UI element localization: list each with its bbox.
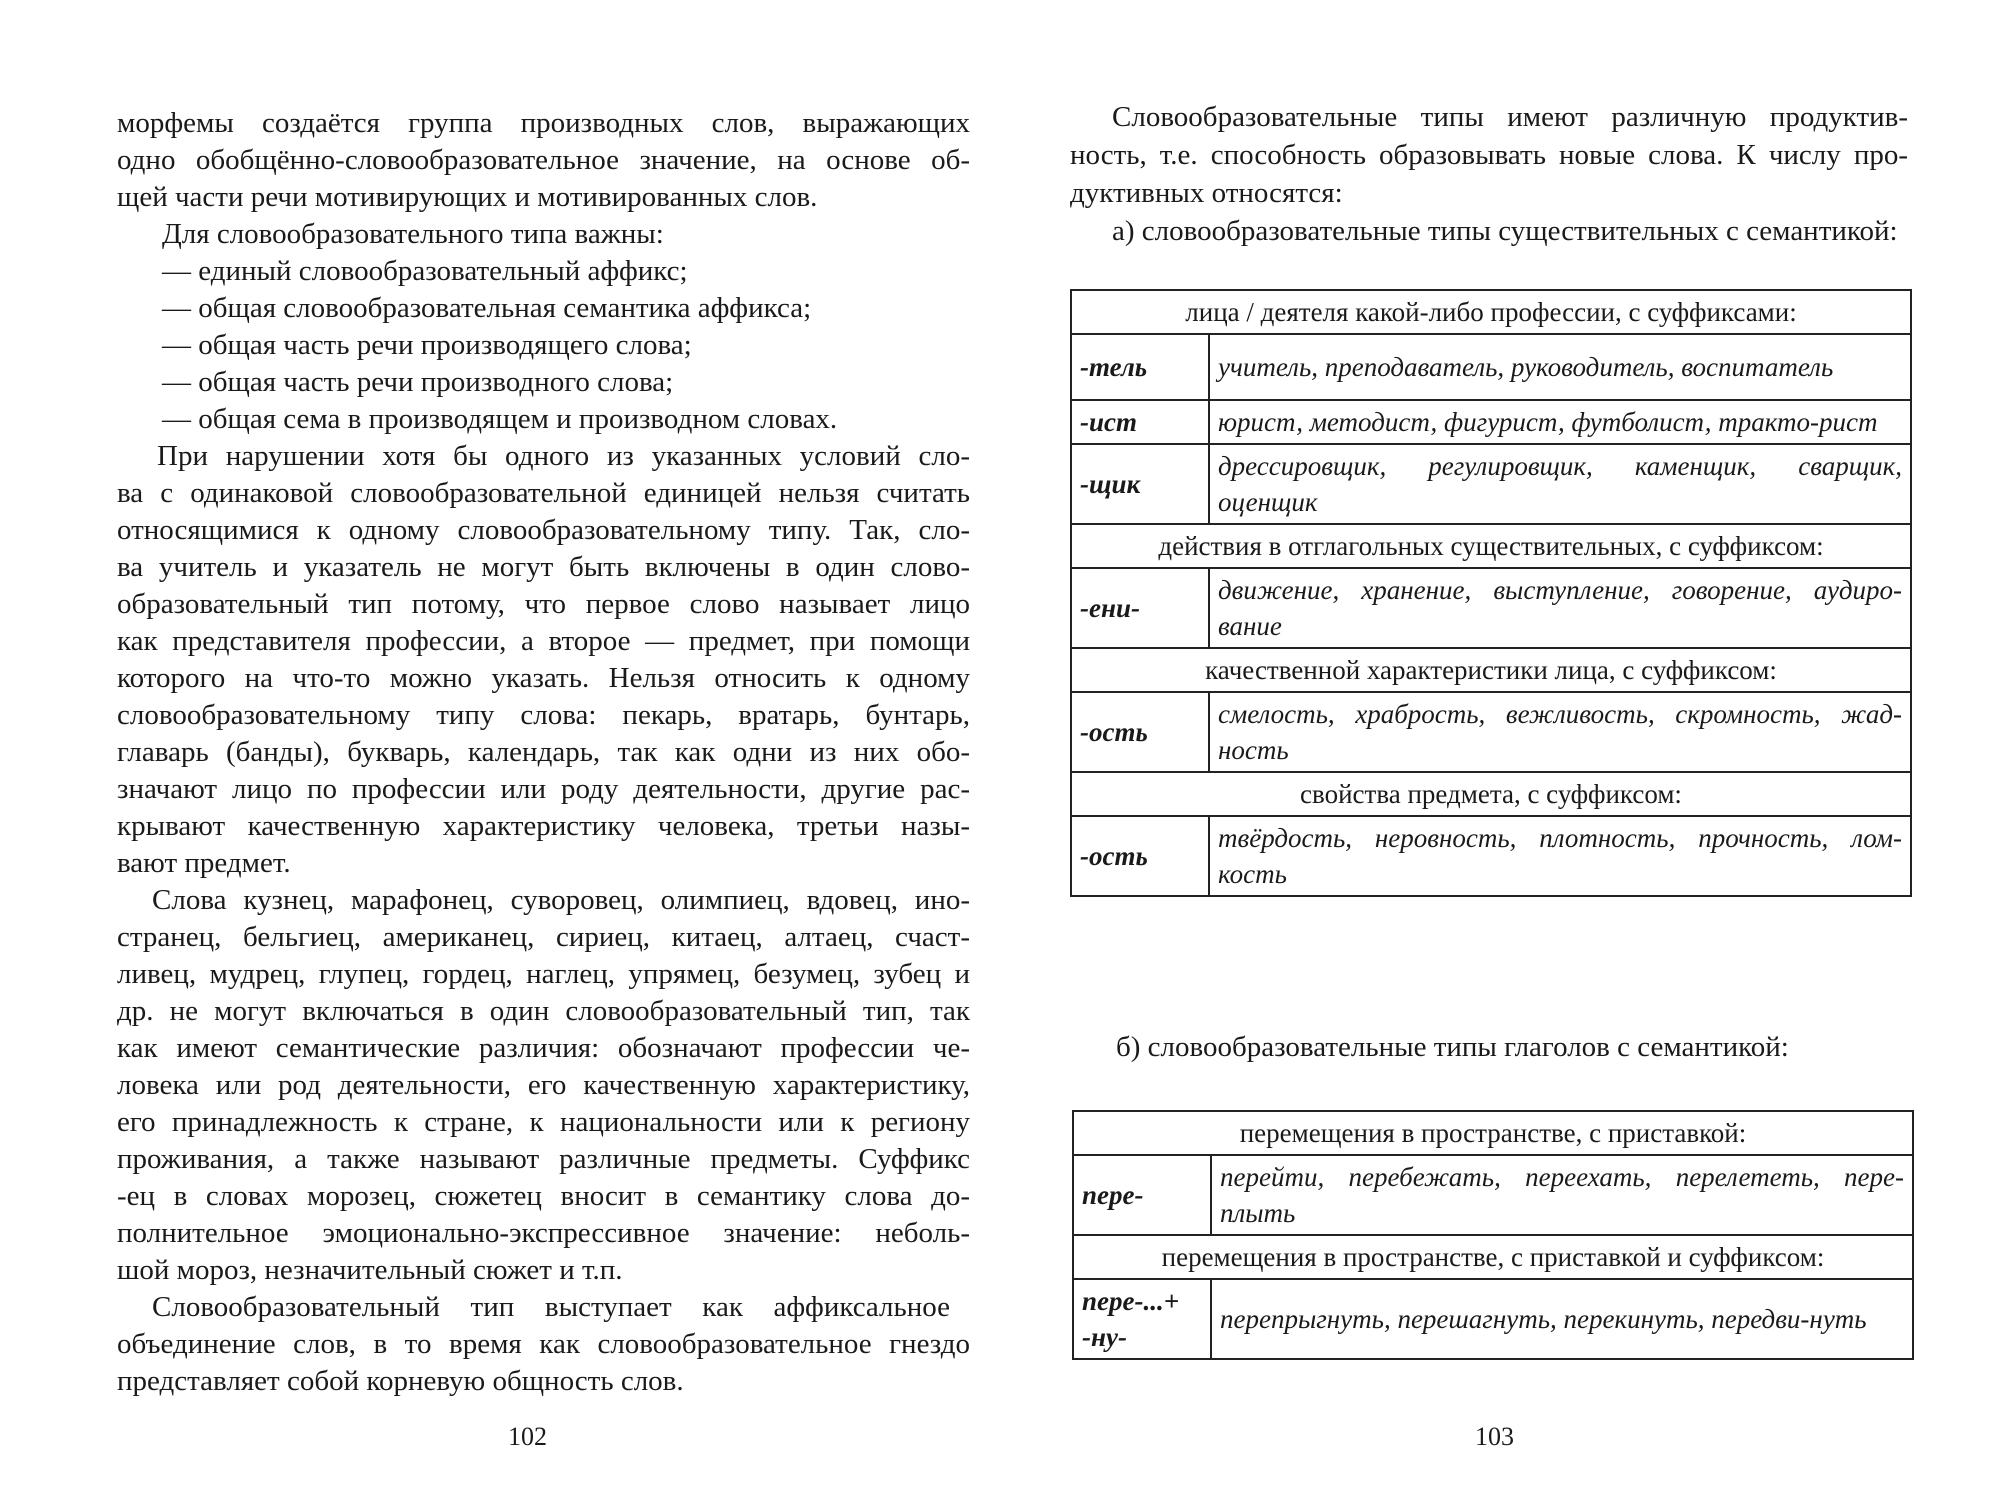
examples-cell: перейти, перебежать, переехать, перелететь, пере-плыть	[1211, 1155, 1913, 1235]
text-line: ловека или род деятельности, его качественную характеристику,	[117, 1069, 970, 1101]
text-line: как представителя профессии, а второе — предмет, при помощи	[117, 625, 970, 657]
text-line: Словообразовательные типы имеют различную продуктив-	[1112, 101, 1908, 133]
examples-cell: учитель, преподаватель, руководитель, воспитатель	[1209, 334, 1911, 400]
text-line: дуктивных относятся:	[1070, 177, 1343, 209]
text-line: морфемы создаётся группа производных слов, выражающих	[117, 107, 970, 139]
table-heading: качественной характеристики лица, с суффиксом:	[1071, 648, 1911, 692]
examples-cell: юрист, методист, фигурист, футболист, тракто-рист	[1209, 400, 1911, 444]
text-line: полнительное эмоционально-экспрессивное значение: неболь-	[117, 1217, 970, 1249]
text-line: значают лицо по профессии или роду деятельности, другие рас-	[117, 773, 970, 805]
text-line: образовательный тип потому, что первое слово называет лицо	[117, 588, 970, 620]
text-line: — общая часть речи производящего слова;	[162, 329, 692, 361]
affix-cell: пере-	[1073, 1155, 1211, 1235]
examples-cell: смелость, храбрость, вежливость, скромность, жад-ность	[1209, 692, 1911, 772]
text-line: Слова кузнец, марафонец, суворовец, олимпиец, вдовец, ино-	[152, 884, 970, 916]
text-line: шой мороз, незначительный сюжет и т.п.	[117, 1254, 623, 1286]
text-line: ва учитель и указатель не могут быть включены в один слово-	[117, 551, 970, 583]
affix-cell: -ист	[1071, 400, 1209, 444]
text-line: ность, т.е. способность образовывать новые слова. К числу про-	[1070, 139, 1908, 171]
right-page	[1000, 0, 2000, 1494]
examples-cell: дрессировщик, регулировщик, каменщик, сварщик, оценщик	[1209, 444, 1911, 524]
text-line: При нарушении хотя бы одного из указанных условий сло-	[157, 440, 970, 472]
text-line: б) словообразовательные типы глаголов с семантикой:	[1116, 1031, 1789, 1063]
text-line: представляет собой корневую общность слов.	[117, 1365, 684, 1397]
text-line: как имеют семантические различия: обозначают профессии че-	[117, 1032, 970, 1064]
text-line: одно обобщённо-словообразовательное значение, на основе об-	[117, 144, 970, 176]
text-line: странец, бельгиец, американец, сириец, китаец, алтаец, счаст-	[117, 921, 970, 953]
text-line: Словообразовательный тип выступает как аффиксальное	[152, 1291, 950, 1323]
text-line: — общая словообразовательная семантика аффикса;	[162, 292, 812, 324]
affix-cell: -щик	[1071, 444, 1209, 524]
examples-cell: перепрыгнуть, перешагнуть, перекинуть, передви-нуть	[1211, 1279, 1913, 1359]
text-line: — единый словообразовательный аффикс;	[162, 255, 688, 287]
text-line: словообразовательному типу слова: пекарь, вратарь, бунтарь,	[117, 699, 970, 731]
table-heading: лица / деятеля какой-либо профессии, с суффиксами:	[1071, 290, 1911, 334]
affix-cell: -тель	[1071, 334, 1209, 400]
page-number: 102	[508, 1422, 547, 1451]
table-heading: действия в отглагольных существительных, с суффиксом:	[1071, 524, 1911, 568]
text-line: его принадлежность к стране, к национальности или к региону	[117, 1106, 970, 1138]
text-line: — общая часть речи производного слова;	[162, 366, 674, 398]
text-line: ливец, мудрец, глупец, гордец, наглец, упрямец, безумец, зубец и	[117, 958, 970, 990]
text-line: крывают качественную характеристику человека, третьи назы-	[117, 810, 970, 842]
page-number: 103	[1475, 1422, 1514, 1451]
verb-types-table	[1072, 1110, 1914, 1360]
affix-cell: -ость	[1071, 692, 1209, 772]
table-heading: перемещения в пространстве, с приставкой:	[1073, 1111, 1913, 1155]
noun-types-table	[1070, 289, 1912, 897]
text-line: относящимися к одному словообразовательному типу. Так, сло-	[117, 514, 970, 546]
affix-cell: пере-...+ -ну-	[1073, 1279, 1211, 1359]
text-line: др. не могут включаться в один словообразовательный тип, так	[117, 995, 970, 1027]
examples-cell: твёрдость, неровность, плотность, прочность, лом-кость	[1209, 816, 1911, 896]
affix-cell: -ость	[1071, 816, 1209, 896]
table-heading: перемещения в пространстве, с приставкой и суффиксом:	[1073, 1235, 1913, 1279]
text-line: главарь (банды), букварь, календарь, так как одни из них обо-	[117, 736, 970, 768]
text-line: вают предмет.	[117, 847, 291, 879]
text-line: — общая сема в производящем и производном словах.	[162, 403, 838, 435]
text-line: которого на что-то можно указать. Нельзя относить к одному	[117, 662, 970, 694]
text-line: ва с одинаковой словообразовательной единицей нельзя считать	[117, 477, 970, 509]
examples-cell: движение, хранение, выступление, говорение, аудиро-вание	[1209, 568, 1911, 648]
text-line: объединение слов, в то время как словообразовательное гнездо	[117, 1328, 970, 1360]
affix-cell: -ени-	[1071, 568, 1209, 648]
text-line: проживания, а также называют различные предметы. Суффикс	[117, 1143, 970, 1175]
text-line: щей части речи мотивирующих и мотивированных слов.	[117, 181, 818, 213]
table-heading: свойства предмета, с суффиксом:	[1071, 772, 1911, 816]
text-line: -ец в словах морозец, сюжетец вносит в семантику слова до-	[117, 1180, 970, 1212]
text-line: а) словообразовательные типы существительных с семантикой:	[1112, 215, 1898, 247]
text-line: Для словообразовательного типа важны:	[162, 218, 664, 250]
